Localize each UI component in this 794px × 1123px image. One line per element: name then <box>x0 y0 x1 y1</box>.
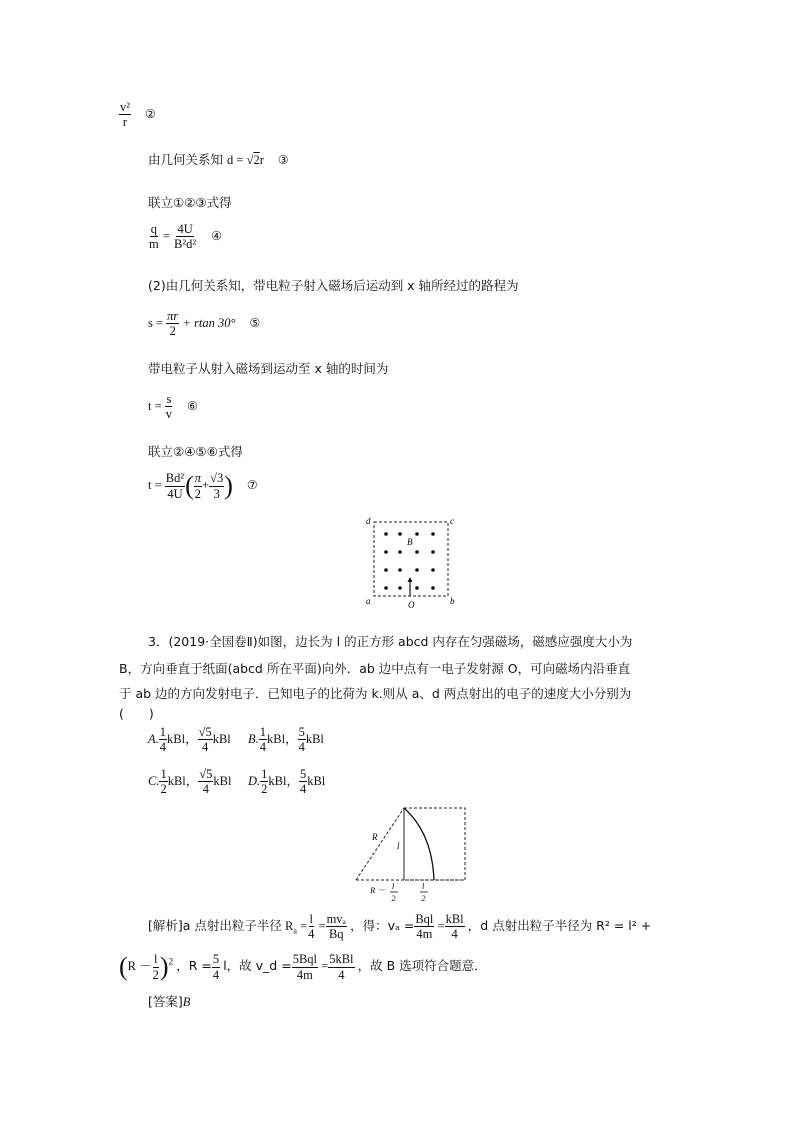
square-field-figure <box>362 514 462 614</box>
label-l: l <box>397 841 400 851</box>
equation-7: t = $\frac{\text{Bd²}}{4U}$ ( $\frac{\pi}{2}$ + $\frac{√3}{3}$ ) ⑦ <box>148 471 258 501</box>
label-half-den: 2 <box>391 894 396 903</box>
combine-line-2: 联立②④⑤⑥式得 <box>148 444 243 459</box>
label-c: c <box>450 516 454 526</box>
option-A[interactable]: A. $\frac{1}{4}$ kBl， $\frac{√5}{4}$ kBl <box>148 725 231 755</box>
equation-number: ② <box>145 106 156 121</box>
label-R: R <box>372 832 378 842</box>
analysis-line-1: [解析]a 点射出粒子半径 $R_a$ = $\frac{l}{4}$ = $\frac{\text{mvₐ}}{Bq}$ ，得：vₐ = $\frac{\text{Bql}}{4m}$ = $\frac{\text{kBl}}{4}$ ，d 点射出粒子半径为 R² = l² + <box>148 912 652 942</box>
label-half-num: l <box>392 882 395 891</box>
part-2-text: (2)由几何关系知，带电粒子射入磁场后运动到 x 轴所经过的路程为 <box>148 278 519 293</box>
label-R-minus: R － <box>370 885 386 895</box>
label-O: O <box>408 600 415 610</box>
analysis-line-2: (R － $\frac{l}{2}$ )$^2$ ，R = $\frac{5}{4}$ l，故 v_d = $\frac{\text{5Bql}}{4m}$ = $\frac{\text{5kBl}}{4}$ ，故 B 选项符合题意． <box>119 952 487 982</box>
equation-6: t = $\frac{s}{v}$ ⑥ <box>148 392 198 422</box>
equation-4: $\frac{q}{m}$ = $\frac{4U}{\text{B²d²}}$ ④ <box>149 222 222 252</box>
label-l2-num: l <box>422 882 425 891</box>
geometry-relation: 由几何关系知 d = √2r ③ <box>148 152 289 167</box>
equation-2: $\frac{\text{v²}}{r}$ ② <box>120 100 156 130</box>
time-text: 带电粒子从射入磁场到运动至 x 轴的时间为 <box>148 361 389 376</box>
equation-5: s = $\frac{\pi r}{2}$ + rtan 30° ⑤ <box>148 309 261 339</box>
label-d: d <box>366 516 371 526</box>
answer-value: B <box>182 995 191 1009</box>
combine-line-1: 联立①②③式得 <box>148 195 232 210</box>
label-b: b <box>450 596 455 606</box>
option-D[interactable]: D. $\frac{1}{2}$ kBl， $\frac{5}{4}$ kBl <box>248 767 326 797</box>
answer: [答案]B <box>148 994 191 1009</box>
question-3-line-1: 3．(2019·全国卷Ⅱ)如图，边长为 l 的正方形 abcd 内存在匀强磁场，磁感应强度大小为 <box>148 634 633 649</box>
question-3-line-4: ( ) <box>119 706 154 721</box>
option-C[interactable]: C. $\frac{1}{2}$ kBl， $\frac{√5}{4}$ kBl <box>148 767 232 797</box>
label-a: a <box>366 596 371 606</box>
option-B[interactable]: B. $\frac{1}{4}$ kBl， $\frac{5}{4}$ kBl <box>248 725 324 755</box>
label-l2-den: 2 <box>421 894 426 903</box>
label-B: B <box>407 537 413 547</box>
trajectory-figure <box>348 803 473 908</box>
question-3-line-2: B，方向垂直于纸面(abcd 所在平面)向外．ab 边中点有一电子发射源 O，可向磁场内沿垂直 <box>119 661 631 676</box>
question-3-line-3: 于 ab 边的方向发射电子．已知电子的比荷为 k.则从 a、d 两点射出的电子的速度大小分别为 <box>119 686 632 701</box>
